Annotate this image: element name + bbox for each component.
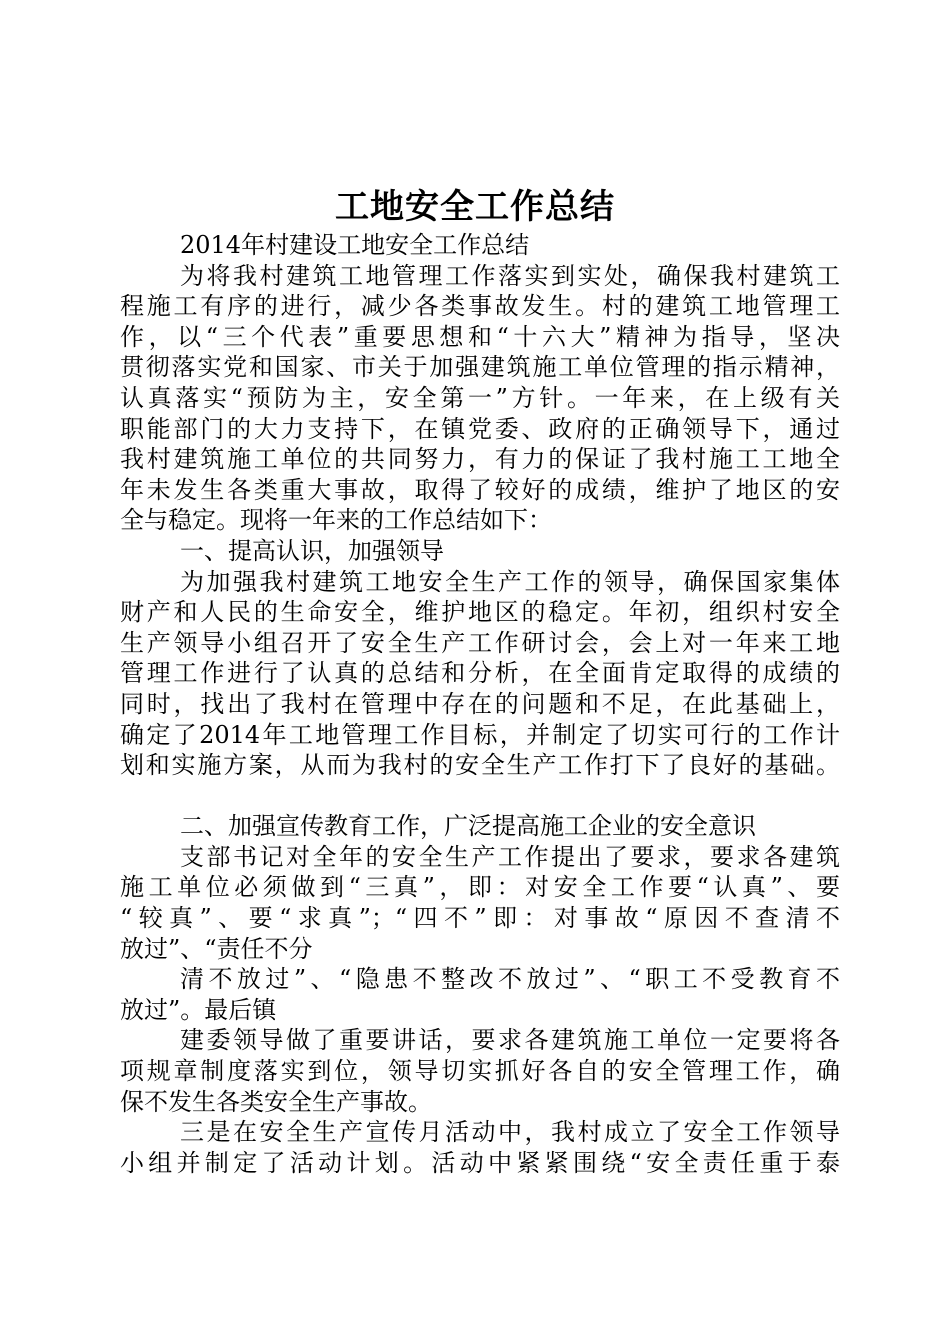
- paragraph-line: 三是在安全生产宣传月活动中，我村成立了安全工作领导: [180, 1118, 840, 1147]
- paragraph-line: “较真”、要“求真”；“四不”即：对事故“原因不查清不: [120, 904, 840, 933]
- paragraph-line: 贯彻落实党和国家、市关于加强建筑施工单位管理的指示精神，: [120, 353, 840, 382]
- paragraph-line: 小组并制定了活动计划。活动中紧紧围绕“安全责任重于泰: [120, 1148, 840, 1177]
- paragraph-line: 我村建筑施工单位的共同努力，有力的保证了我村施工工地全: [120, 445, 840, 474]
- paragraph-line: 2014年村建设工地安全工作总结: [180, 231, 530, 259]
- paragraph-line: 程施工有序的进行，减少各类事故发生。村的建筑工地管理工: [120, 292, 840, 321]
- document-body: [120, 230, 840, 1178]
- paragraph-line: 施工单位必须做到“三真”，即：对安全工作要“认真”、要: [120, 873, 840, 902]
- paragraph-line: 全与稳定。现将一年来的工作总结如下：: [120, 506, 552, 535]
- paragraph-line: 划和实施方案，从而为我村的安全生产工作打下了良好的基础。: [120, 751, 840, 780]
- paragraph-line: 一、提高认识，加强领导: [180, 536, 444, 565]
- paragraph-line: 清不放过”、“隐患不整改不放过”、“职工不受教育不: [180, 965, 840, 994]
- paragraph-line: 二、加强宣传教育工作，广泛提高施工企业的安全意识: [180, 812, 756, 841]
- paragraph-line: 为加强我村建筑工地安全生产工作的领导，确保国家集体: [180, 567, 840, 596]
- paragraph-line: 作，以“三个代表”重要思想和“十六大”精神为指导，坚决: [120, 322, 840, 351]
- paragraph-line: 放过”、“责任不分: [120, 934, 313, 963]
- paragraph-line: 同时，找出了我村在管理中存在的问题和不足，在此基础上，: [120, 689, 840, 718]
- document-title: 工地安全工作总结: [335, 187, 615, 227]
- blank-line: [120, 781, 840, 812]
- paragraph-line: 认真落实“预防为主，安全第一”方针。一年来，在上级有关: [120, 383, 840, 412]
- paragraph-line: 管理工作进行了认真的总结和分析，在全面肯定取得的成绩的: [120, 659, 840, 688]
- paragraph-line: 为将我村建筑工地管理工作落实到实处，确保我村建筑工: [180, 261, 840, 290]
- paragraph-line: 确定了2014年工地管理工作目标，并制定了切实可行的工作计: [120, 720, 840, 749]
- paragraph-line: 项规章制度落实到位，领导切实抓好各自的安全管理工作，确: [120, 1057, 840, 1086]
- paragraph-line: 建委领导做了重要讲话，要求各建筑施工单位一定要将各: [180, 1026, 840, 1055]
- paragraph-line: 放过”。最后镇: [120, 995, 277, 1024]
- paragraph-line: 保不发生各类安全生产事故。: [120, 1087, 432, 1116]
- paragraph-line: 职能部门的大力支持下，在镇党委、政府的正确领导下，通过: [120, 414, 840, 443]
- paragraph-line: 支部书记对全年的安全生产工作提出了要求，要求各建筑: [180, 842, 840, 871]
- paragraph-line: 生产领导小组召开了安全生产工作研讨会，会上对一年来工地: [120, 628, 840, 657]
- paragraph-line: 年未发生各类重大事故，取得了较好的成绩，维护了地区的安: [120, 475, 840, 504]
- paragraph-line: 财产和人民的生命安全，维护地区的稳定。年初，组织村安全: [120, 598, 840, 627]
